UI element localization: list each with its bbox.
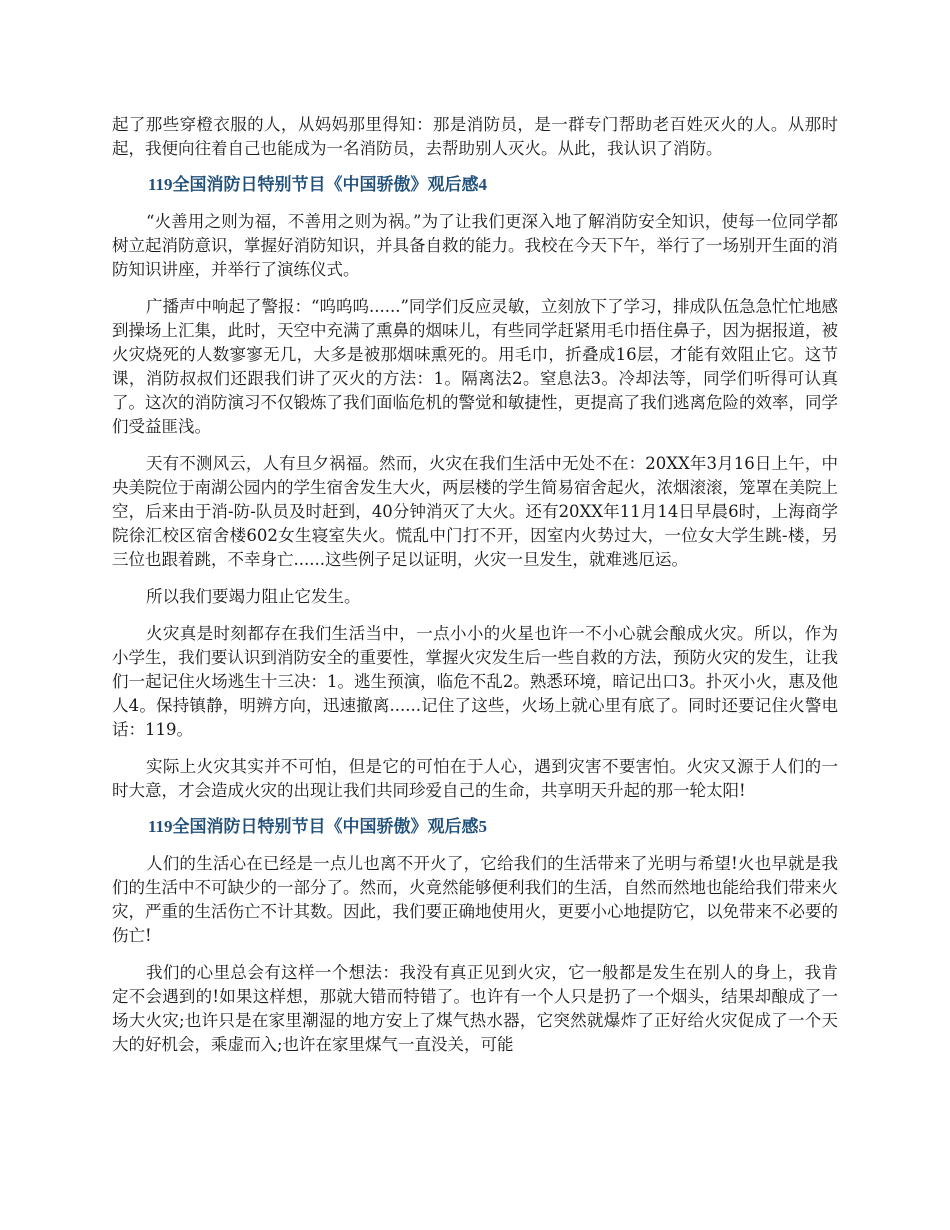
section-5-heading: 119全国消防日特别节目《中国骄傲》观后感5 xyxy=(148,817,488,836)
section-4-paragraph-4: 所以我们要竭力阻止它发生。 xyxy=(146,587,361,606)
section-4-heading: 119全国消防日特别节目《中国骄傲》观后感4 xyxy=(148,175,488,194)
section-4-paragraph-6: 实际上火灾其实并不可怕，但是它的可怕在于人心，遇到灾害不要害怕。火灾又源于人们的一时大意，才会造成火灾的出现让我们共同珍爱自己的生命，共享明天升起的那一轮太阳! xyxy=(112,757,838,800)
section-5-paragraph-1: 人们的生活心在已经是一点儿也离不开火了，它给我们的生活带来了光明与希望!火也早就是我们的生活中不可缺少的一部分了。然而，火竟然能够便利我们的生活，自然而然地也能给我们带来火灾，严重的生活伤亡不计其数。因此，我们要正确地使用火，更要小心地提防它，以免带来不必要的伤亡! xyxy=(112,854,838,945)
section-4-paragraph-2: 广播声中响起了警报：“呜呜呜......”同学们反应灵敏，立刻放下了学习，排成队伍急急忙忙地感到操场上汇集，此时，天空中充满了熏鼻的烟味儿，有些同学赶紧用毛巾捂住鼻子，因为据报道，被火灾烧死的人数寥寥无几，大多是被那烟味熏死的。用毛巾，折叠成16层，才能有效阻止它。这节课，消防叔叔们还跟我们讲了灭火的方法：1。隔离法2。窒息法3。冷却法等，同学们听得可认真了。这次的消防演习不仅锻炼了我们面临危机的警觉和敏捷性，更提高了我们逃离危险的效率，同学们受益匪浅。 xyxy=(112,297,838,436)
section-4-paragraph-1: “火善用之则为福，不善用之则为祸。”为了让我们更深入地了解消防安全知识，使每一位同学都树立起消防意识，掌握好消防知识，并具备自救的能力。我校在今天下午，举行了一场别开生面的消防知识讲座，并举行了演练仪式。 xyxy=(112,212,838,279)
section-4-paragraph-3: 天有不测风云，人有旦夕祸福。然而，火灾在我们生活中无处不在：20XX年3月16日上午，中央美院位于南湖公园内的学生宿舍发生大火，两层楼的学生简易宿舍起火，浓烟滚滚，笼罩在美院上空，后来由于消-防-队员及时赶到，40分钟消灭了大火。还有20XX年11月14日早晨6时，上海商学院徐汇校区宿舍楼602女生寝室失火。慌乱中门打不开，因室内火势过大，一位女大学生跳-楼，另三位也跟着跳，不幸身亡......这些例子足以证明，火灾一旦发生，就难逃厄运。 xyxy=(112,454,838,569)
intro-paragraph: 起了那些穿橙衣服的人，从妈妈那里得知：那是消防员，是一群专门帮助老百姓灭火的人。从那时起，我便向往着自己也能成为一名消防员，去帮助别人灭火。从此，我认识了消防。 xyxy=(112,115,838,158)
section-4-paragraph-5: 火灾真是时刻都存在我们生活当中，一点小小的火星也许一不小心就会酿成火灾。所以，作为小学生，我们要认识到消防安全的重要性，掌握火灾发生后一些自救的方法，预防火灾的发生，让我们一起记住火场逃生十三决：1。逃生预演，临危不乱2。熟悉环境，暗记出口3。扑灭小火，惠及他人4。保持镇静，明辨方向，迅速撤离......记住了这些，火场上就心里有底了。同时还要记住火警电话：119。 xyxy=(112,624,838,739)
section-5-paragraph-2: 我们的心里总会有这样一个想法：我没有真正见到火灾，它一般都是发生在别人的身上，我肯定不会遇到的!如果这样想，那就大错而特错了。也许有一个人只是扔了一个烟头，结果却酿成了一场大火灾;也许只是在家里潮湿的地方安上了煤气热水器，它突然就爆炸了正好给火灾促成了一个天大的好机会，乘虚而入;也许在家里煤气一直没关，可能 xyxy=(112,963,838,1054)
